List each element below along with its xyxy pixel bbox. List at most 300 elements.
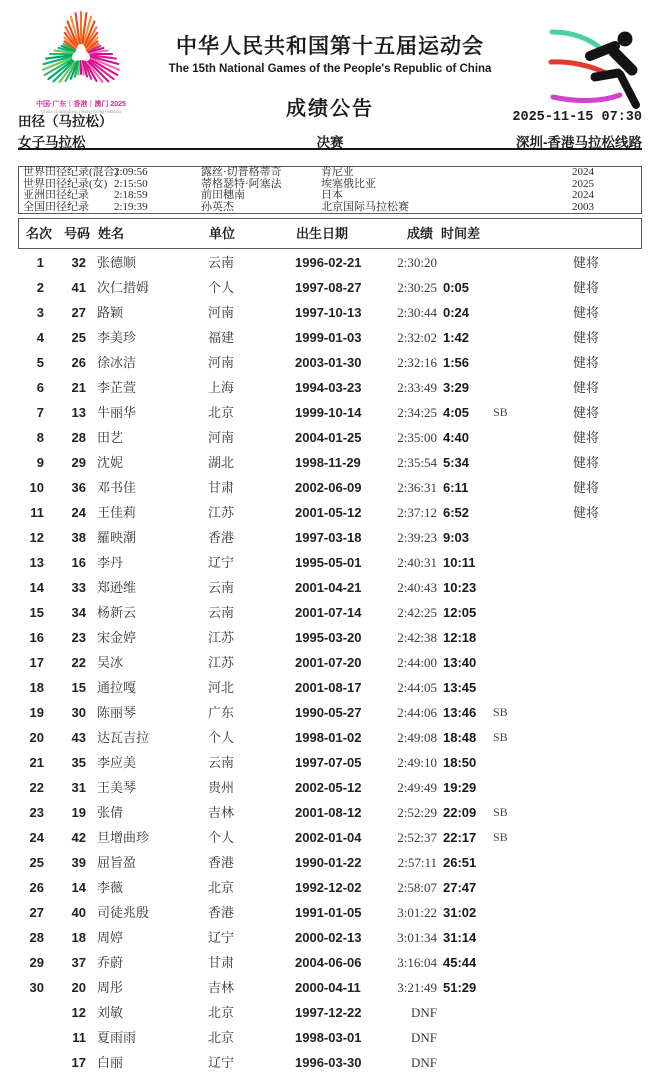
table-row (18, 525, 642, 550)
cell-unit: 个人 (208, 730, 235, 745)
cell-diff: 6:52 (443, 505, 470, 520)
cell-diff: 18:50 (443, 755, 477, 770)
cell-bib: 29 (71, 455, 86, 470)
record-time: 2:19:39 (114, 200, 148, 213)
record-athlete: 露丝·切普格蒂奇 (201, 166, 282, 178)
cell-unit: 个人 (208, 280, 235, 295)
cell-name: 沈妮 (97, 455, 124, 470)
cell-unit: 上海 (208, 380, 235, 395)
cell-result: 2:30:25 (397, 280, 437, 295)
cell-diff: 0:05 (443, 280, 470, 295)
table-row (18, 425, 642, 450)
table-row (18, 675, 642, 700)
table-row (18, 825, 642, 850)
cell-unit: 吉林 (208, 805, 235, 820)
cell-rank: 7 (36, 405, 44, 420)
cell-dob: 1996-03-30 (295, 1055, 362, 1070)
table-row (18, 800, 642, 825)
cell-dob: 2001-04-21 (295, 580, 362, 595)
table-row (18, 275, 642, 300)
table-row (18, 975, 642, 1000)
header-titles (140, 30, 520, 121)
cell-result: 3:01:34 (397, 930, 437, 945)
cell-bib: 31 (71, 780, 86, 795)
record-location: 埃塞俄比亚 (321, 177, 376, 190)
cell-rank: 13 (29, 555, 44, 570)
cell-unit: 甘肃 (208, 955, 235, 970)
cell-bib: 35 (71, 755, 86, 770)
cell-result: 2:52:37 (397, 830, 437, 845)
cell-result: 3:16:04 (397, 955, 437, 970)
cell-unit: 个人 (208, 830, 235, 845)
cell-dob: 1995-05-01 (295, 555, 362, 570)
cell-dob: 1998-01-02 (295, 730, 362, 745)
cell-result: 2:42:38 (397, 630, 437, 645)
record-athlete: 前田穗南 (201, 189, 245, 201)
cell-rank: 25 (29, 855, 44, 870)
cell-rank: 23 (29, 805, 44, 820)
cell-rank: 12 (29, 530, 44, 545)
cell-dob: 1997-07-05 (295, 755, 362, 770)
cell-diff: 3:29 (443, 380, 470, 395)
cell-name: 李芷萱 (97, 380, 137, 395)
cell-name: 路颖 (97, 305, 124, 320)
cell-result: 2:44:06 (397, 705, 437, 720)
cell-unit: 河南 (208, 305, 235, 320)
cell-diff: 13:46 (443, 705, 477, 720)
record-location: 肯尼亚 (321, 166, 354, 178)
cell-result: 2:49:08 (397, 730, 437, 745)
event-datetime: 2025-11-15 07:30 (512, 110, 642, 125)
record-label: 亚洲田径纪录 (23, 189, 89, 201)
cell-diff: 1:56 (443, 355, 470, 370)
cell-dob: 1997-03-18 (295, 530, 362, 545)
cell-bib: 43 (71, 730, 86, 745)
cell-name: 通拉嘎 (97, 680, 137, 695)
cell-unit: 北京 (208, 1030, 235, 1045)
table-row (18, 1050, 642, 1075)
cell-unit: 广东 (208, 705, 235, 720)
table-row (18, 950, 642, 975)
cell-unit: 云南 (208, 255, 235, 270)
cell-name: 张德顺 (97, 255, 137, 270)
cell-name: 杨新云 (97, 605, 137, 620)
table-row (18, 650, 642, 675)
table-row (18, 600, 642, 625)
cell-bib: 41 (71, 280, 86, 295)
cell-unit: 甘肃 (208, 480, 235, 495)
cell-name: 吴冰 (97, 655, 124, 670)
cell-rank: 3 (36, 305, 44, 320)
table-row (18, 925, 642, 950)
cell-result: DNF (410, 1055, 437, 1070)
cell-diff: 13:45 (443, 680, 477, 695)
cell-name: 周婷 (97, 930, 124, 945)
cell-unit: 辽宁 (208, 1055, 235, 1070)
table-row (18, 250, 642, 275)
cell-result: 2:44:00 (397, 655, 437, 670)
cell-unit: 河南 (208, 430, 235, 445)
cell-note: SB (493, 730, 508, 744)
cell-unit: 河南 (208, 355, 235, 370)
cell-result: 2:30:20 (397, 255, 437, 270)
cell-result: 2:34:25 (397, 405, 437, 420)
cell-bib: 14 (71, 880, 86, 895)
athletics-pictogram-icon (546, 12, 646, 112)
event-name: 女子马拉松 (18, 135, 86, 150)
cell-name: 王美琴 (97, 780, 137, 795)
cell-rank: 4 (36, 330, 44, 345)
table-row (18, 850, 642, 875)
cell-dob: 1998-03-01 (295, 1030, 362, 1045)
cell-diff: 10:23 (443, 580, 477, 595)
table-row (18, 500, 642, 525)
table-row (18, 700, 642, 725)
cell-diff: 4:05 (443, 405, 470, 420)
cell-rank: 14 (29, 580, 44, 595)
cell-result: 2:49:49 (397, 780, 437, 795)
event-group-row (18, 110, 642, 128)
cell-dob: 1997-12-22 (295, 1005, 362, 1020)
cell-rank: 22 (29, 780, 44, 795)
cell-name: 司徒兆殷 (97, 905, 150, 920)
cell-result: 2:58:07 (397, 880, 437, 895)
record-label: 全国田径纪录 (23, 200, 89, 213)
cell-unit: 香港 (208, 905, 235, 920)
cell-dob: 2001-08-17 (295, 680, 362, 695)
cell-name: 李美珍 (97, 330, 137, 345)
cell-unit: 吉林 (208, 980, 235, 995)
cell-name: 达瓦吉拉 (97, 730, 150, 745)
cell-rank: 26 (29, 880, 44, 895)
cell-name: 郑逊维 (97, 580, 137, 595)
cell-result: 2:49:10 (397, 755, 437, 770)
results-table-body (18, 250, 642, 1075)
cell-diff: 10:11 (443, 555, 476, 570)
table-row (18, 550, 642, 575)
col-header-dob: 出生日期 (296, 226, 349, 241)
record-location: 北京国际马拉松赛 (321, 200, 409, 213)
cell-name: 宋金婷 (97, 630, 137, 645)
cell-dob: 1997-10-13 (295, 305, 362, 320)
cell-dob: 1997-08-27 (295, 280, 362, 295)
cell-unit: 辽宁 (208, 555, 235, 570)
cell-name: 陈丽琴 (97, 705, 137, 720)
cell-unit: 江苏 (208, 505, 235, 520)
cell-bib: 33 (71, 580, 86, 595)
cell-name: 李薇 (97, 880, 124, 895)
cell-dob: 1991-01-05 (295, 905, 362, 920)
table-row (18, 875, 642, 900)
cell-dob: 1996-02-21 (295, 255, 362, 270)
cell-note: SB (493, 405, 508, 419)
cell-dob: 1999-10-14 (295, 405, 362, 420)
table-row (18, 475, 642, 500)
cell-unit: 云南 (208, 755, 235, 770)
cell-diff: 12:05 (443, 605, 477, 620)
event-round: 决赛 (316, 135, 344, 150)
cell-unit: 福建 (208, 330, 235, 345)
table-row (18, 450, 642, 475)
cell-rank: 16 (29, 630, 44, 645)
record-year: 2024 (572, 166, 594, 178)
cell-grade: 健将 (573, 280, 600, 295)
col-header-bib: 号码 (64, 226, 91, 241)
cell-diff: 31:14 (443, 930, 477, 945)
record-row (19, 167, 641, 179)
cell-rank: 1 (36, 255, 44, 270)
record-label: 世界田径纪录(混合) (23, 166, 119, 178)
games-emblem-text: 中国·广东｜香港｜澳门 2025 (36, 101, 126, 108)
cell-name: 李应美 (97, 755, 137, 770)
record-time: 2:15:50 (114, 177, 148, 190)
cell-diff: 22:17 (443, 830, 477, 845)
cell-diff: 12:18 (443, 630, 477, 645)
cell-bib: 13 (71, 405, 86, 420)
col-header-name: 姓名 (98, 226, 125, 241)
cell-grade: 健将 (573, 355, 600, 370)
cell-rank: 24 (29, 830, 44, 845)
cell-name: 李丹 (97, 555, 124, 570)
cell-bib: 25 (71, 330, 86, 345)
cell-name: 田艺 (97, 430, 124, 445)
cell-unit: 北京 (208, 1005, 235, 1020)
cell-result: 2:33:49 (397, 380, 437, 395)
cell-note: SB (493, 805, 508, 819)
cell-unit: 香港 (208, 530, 235, 545)
table-row (18, 325, 642, 350)
cell-rank: 8 (36, 430, 44, 445)
cell-rank: 27 (29, 905, 44, 920)
cell-rank: 9 (36, 455, 44, 470)
cell-result: 2:40:43 (397, 580, 437, 595)
cell-grade: 健将 (573, 505, 600, 520)
cell-bib: 32 (71, 255, 86, 270)
cell-result: DNF (410, 1030, 437, 1045)
cell-unit: 北京 (208, 880, 235, 895)
cell-name: 夏雨雨 (97, 1030, 137, 1045)
cell-bib: 22 (71, 655, 86, 670)
cell-name: 刘敏 (97, 1005, 124, 1020)
cell-bib: 15 (71, 680, 86, 695)
cell-unit: 江苏 (208, 655, 235, 670)
cell-rank: 15 (29, 605, 44, 620)
cell-bib: 40 (71, 905, 86, 920)
cell-diff: 4:40 (443, 430, 470, 445)
cell-dob: 1998-11-29 (295, 455, 361, 470)
cell-grade: 健将 (573, 380, 600, 395)
cell-grade: 健将 (573, 480, 600, 495)
cell-bib: 38 (71, 530, 86, 545)
cell-dob: 2002-05-12 (295, 780, 362, 795)
cell-rank: 10 (29, 480, 44, 495)
cell-result: 2:57:11 (397, 855, 437, 870)
cell-name: 羅映潮 (97, 530, 137, 545)
cell-dob: 2000-04-11 (295, 980, 361, 995)
cell-diff: 26:51 (443, 855, 477, 870)
cell-dob: 1990-05-27 (295, 705, 362, 720)
cell-dob: 2004-06-06 (295, 955, 362, 970)
cell-bib: 30 (71, 705, 86, 720)
cell-rank: 28 (29, 930, 44, 945)
table-row (18, 575, 642, 600)
cell-name: 王佳莉 (97, 505, 137, 520)
cell-rank: 2 (36, 280, 44, 295)
cell-dob: 2001-08-12 (295, 805, 362, 820)
cell-diff: 22:09 (443, 805, 477, 820)
cell-bib: 26 (71, 355, 86, 370)
cell-dob: 1994-03-23 (295, 380, 362, 395)
cell-diff: 31:02 (443, 905, 477, 920)
cell-dob: 2003-01-30 (295, 355, 362, 370)
cell-result: 2:42:25 (397, 605, 437, 620)
cell-rank: 17 (29, 655, 44, 670)
cell-bib: 39 (71, 855, 86, 870)
cell-dob: 2000-02-13 (295, 930, 362, 945)
cell-rank: 11 (30, 505, 44, 520)
cell-diff: 51:29 (443, 980, 477, 995)
record-row (19, 190, 641, 202)
cell-rank: 19 (29, 705, 44, 720)
cell-bib: 20 (71, 980, 86, 995)
cell-name: 白丽 (97, 1055, 124, 1070)
record-label: 世界田径纪录(女) (23, 177, 108, 190)
cell-unit: 湖北 (208, 455, 235, 470)
cell-bib: 16 (71, 555, 86, 570)
cell-result: 2:35:00 (397, 430, 437, 445)
cell-bib: 18 (71, 930, 86, 945)
cell-bib: 24 (71, 505, 86, 520)
cell-bib: 28 (71, 430, 86, 445)
cell-result: DNF (410, 1005, 437, 1020)
cell-diff: 0:24 (443, 305, 470, 320)
record-year: 2003 (572, 200, 594, 213)
cell-diff: 18:48 (443, 730, 477, 745)
page-title-cn: 中华人民共和国第十五届运动会 (176, 35, 484, 58)
cell-grade: 健将 (573, 405, 600, 420)
col-header-result: 成绩 (406, 226, 433, 241)
cell-name: 次仁措姆 (97, 280, 150, 295)
record-row (19, 202, 641, 214)
cell-unit: 贵州 (208, 780, 235, 795)
cell-result: 2:37:12 (397, 505, 437, 520)
cell-diff: 13:40 (443, 655, 477, 670)
cell-result: 3:01:22 (397, 905, 437, 920)
cell-rank: 6 (36, 380, 44, 395)
cell-name: 张倩 (97, 805, 124, 820)
table-row (18, 300, 642, 325)
cell-bib: 17 (71, 1055, 86, 1070)
cell-diff: 19:29 (443, 780, 477, 795)
cell-name: 邓书佳 (97, 480, 137, 495)
table-row (18, 350, 642, 375)
report-title: 成绩公告 (286, 98, 374, 120)
cell-result: 2:32:16 (397, 355, 437, 370)
cell-bib: 27 (71, 305, 86, 320)
cell-dob: 2002-01-04 (295, 830, 362, 845)
col-header-rank: 名次 (26, 226, 53, 241)
cell-bib: 11 (72, 1030, 86, 1045)
cell-dob: 1992-12-02 (295, 880, 362, 895)
cell-dob: 1990-01-22 (295, 855, 362, 870)
table-row (18, 375, 642, 400)
cell-rank: 21 (29, 755, 44, 770)
cell-diff: 6:11 (443, 480, 469, 495)
table-row (18, 1025, 642, 1050)
cell-bib: 12 (71, 1005, 86, 1020)
record-time: 2:09:56 (114, 166, 148, 178)
cell-grade: 健将 (573, 430, 600, 445)
cell-name: 乔蔚 (97, 955, 124, 970)
cell-result: 2:39:23 (397, 530, 437, 545)
cell-dob: 1999-01-03 (295, 330, 362, 345)
event-group: 田径（马拉松） (18, 114, 113, 129)
cell-diff: 5:34 (443, 455, 470, 470)
games-emblem-burst-icon (22, 10, 140, 96)
cell-rank: 5 (36, 355, 44, 370)
cell-name: 屈旨盈 (97, 855, 137, 870)
table-row (18, 750, 642, 775)
event-row (18, 131, 642, 148)
cell-result: 3:21:49 (397, 980, 437, 995)
cell-dob: 2004-01-25 (295, 430, 362, 445)
cell-result: 2:32:02 (397, 330, 437, 345)
cell-name: 周彤 (97, 980, 124, 995)
table-row (18, 725, 642, 750)
record-athlete: 孙英杰 (201, 200, 234, 213)
cell-dob: 2002-06-09 (295, 480, 362, 495)
cell-rank: 29 (29, 955, 44, 970)
header-divider (18, 148, 642, 150)
cell-result: 2:52:29 (397, 805, 437, 820)
table-row (18, 1000, 642, 1025)
cell-grade: 健将 (573, 455, 600, 470)
cell-result: 2:40:31 (397, 555, 437, 570)
games-emblem (20, 10, 142, 115)
games-emblem-subtext: China Guangdong | Hong Kong | Macao (41, 109, 121, 115)
cell-rank: 30 (29, 980, 44, 995)
cell-diff: 27:47 (443, 880, 477, 895)
cell-grade: 健将 (573, 330, 600, 345)
cell-bib: 36 (71, 480, 86, 495)
cell-unit: 香港 (208, 855, 235, 870)
page-title-en: The 15th National Games of the People's Republic of China (168, 63, 492, 75)
cell-dob: 1995-03-20 (295, 630, 362, 645)
cell-diff: 1:42 (443, 330, 470, 345)
cell-dob: 2001-07-14 (295, 605, 362, 620)
cell-result: 2:36:31 (397, 480, 437, 495)
cell-result: 2:44:05 (397, 680, 437, 695)
cell-unit: 云南 (208, 580, 235, 595)
cell-name: 旦增曲珍 (97, 830, 150, 845)
record-time: 2:18:59 (114, 189, 148, 201)
cell-rank: 18 (29, 680, 44, 695)
record-year: 2024 (572, 189, 594, 201)
cell-result: 2:30:44 (397, 305, 437, 320)
cell-name: 徐冰洁 (97, 355, 137, 370)
cell-note: SB (493, 830, 508, 844)
record-year: 2025 (572, 177, 594, 190)
cell-unit: 河北 (208, 680, 235, 695)
table-row (18, 900, 642, 925)
cell-dob: 2001-05-12 (295, 505, 362, 520)
cell-bib: 21 (71, 380, 86, 395)
cell-unit: 云南 (208, 605, 235, 620)
cell-unit: 江苏 (208, 630, 235, 645)
cell-rank: 20 (29, 730, 44, 745)
table-row (18, 625, 642, 650)
cell-grade: 健将 (573, 305, 600, 320)
